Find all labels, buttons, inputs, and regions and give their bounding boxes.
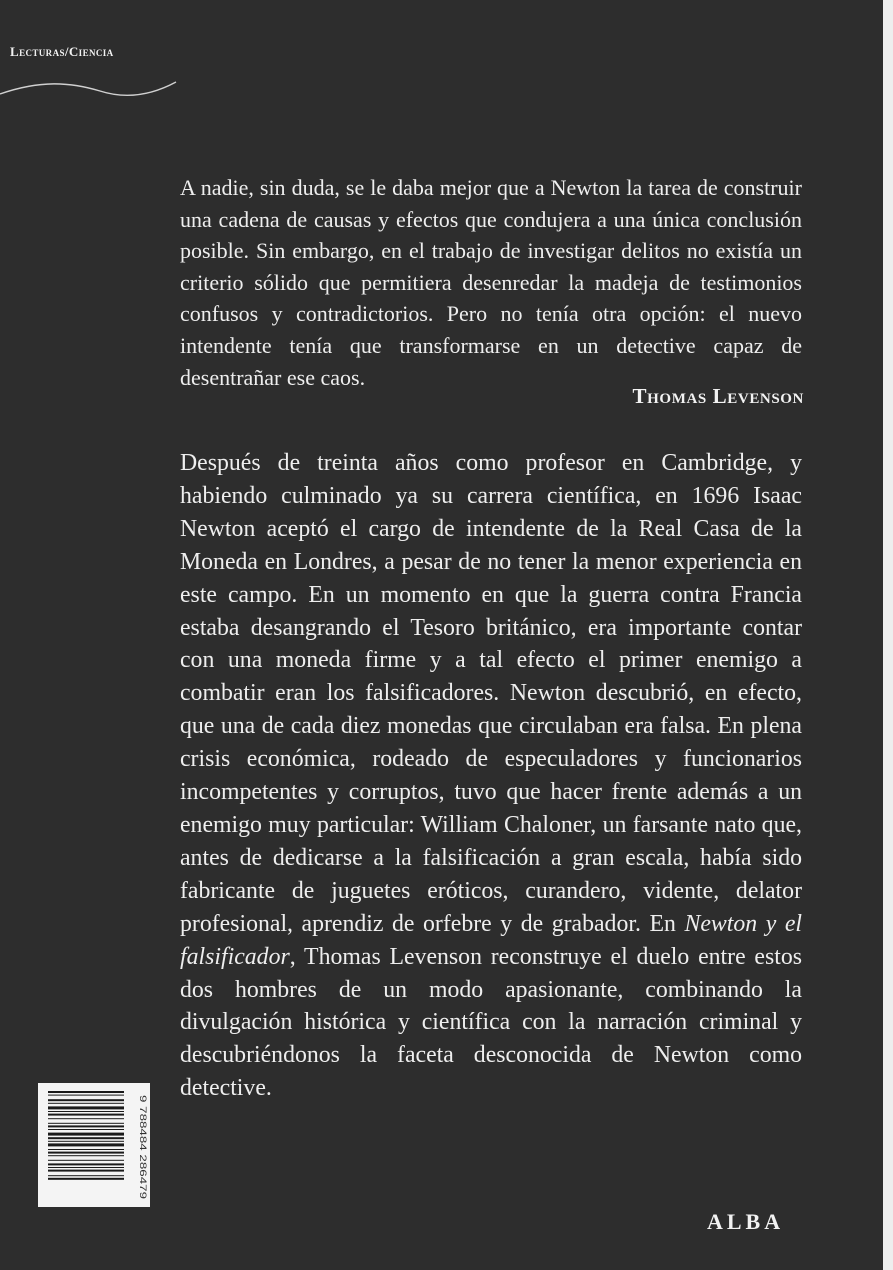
barcode-bars: [48, 1091, 124, 1203]
description-text-part-2: , Thomas Levenson reconstruye el duelo entre estos dos hombres de un modo apasionante, combinando la divulgación histórica y científica con la narración criminal y descubriéndonos la faceta desconocida de Newton como detective.: [180, 943, 802, 1102]
description-text-part-1: Después de treinta años como profesor en Cambridge, y habiendo culminado ya su carrera científica, en 1696 Isaac Newton aceptó el cargo de intendente de la Real Casa de la Moneda en Londres, a pesar de no tener la menor experiencia en este campo. En un momento en que la guerra contra Francia estaba desangrando el Tesoro británico, era importante contar con una moneda firme y a tal efecto el primer enemigo a combatir eran los falsificadores. Newton descubrió, en efecto, que una de cada diez monedas que circulaban era falsa. En plena crisis económica, rodeado de especuladores y funcionarios incompetentes y corruptos, tuvo que hacer frente además a un enemigo muy particular: William Chaloner, un farsante nato que, antes de dedicarse a la falsificación a gran escala, había sido fabricante de juguetes eróticos, curandero, vidente, delator profesional, aprendiz de orfebre y de grabador. En: [180, 450, 802, 937]
svg-text:9 788484 286479: 9 788484 286479: [137, 1095, 148, 1169]
scan-edge: [883, 0, 893, 1270]
decorative-wave-line: [0, 74, 180, 104]
barcode-number: [128, 1091, 146, 1203]
isbn-barcode: [38, 1083, 150, 1207]
book-title: Newton y el falsificador: [180, 910, 802, 970]
book-description: [180, 447, 802, 1105]
quote-text: A nadie, sin duda, se le daba mejor que a Newton la tarea de construir una cadena de causas y efectos que condujera a una única conclusión posible. Sin embargo, en el trabajo de investigar delitos no existía un criterio sólido que permitiera desenredar la madeja de testimonios confusos y contradictorios. Pero no tenía otra opción: el nuevo intendente tenía que transformarse en un detective capaz de desentrañar ese caos.: [180, 175, 802, 390]
series-label: Lecturas/Ciencia: [10, 44, 114, 59]
quote-author: Thomas Levenson: [632, 384, 804, 408]
publisher-logo: ALBA: [707, 1209, 785, 1234]
